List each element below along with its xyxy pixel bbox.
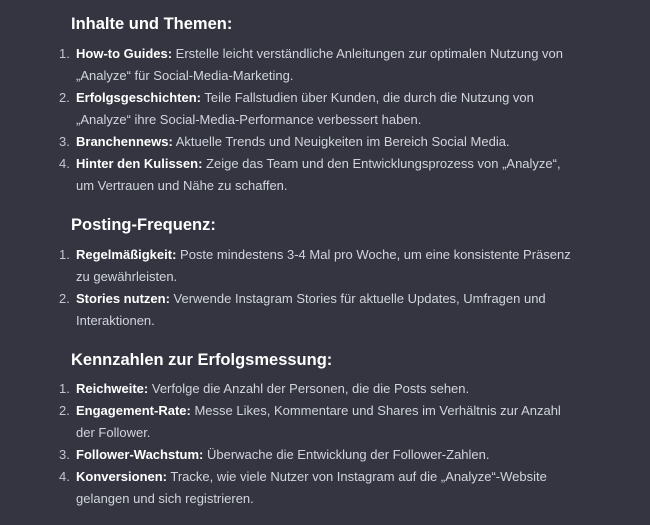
list-text: Verfolge die Anzahl der Personen, die die Posts sehen. [148, 381, 470, 396]
list-posting [0, 244, 576, 332]
list-kennzahlen [0, 378, 576, 510]
list-term: How-to Guides: [76, 46, 173, 61]
list-number: 3. [59, 134, 70, 149]
list-inhalte [0, 43, 576, 197]
list-text: Tracke, wie viele Nutzer von Instagram auf die „Analyze“-Website gelangen und sich registrieren. [76, 469, 547, 506]
section-title-kennzahlen: Kennzahlen zur Erfolgsmessung: [71, 351, 333, 369]
list-term: Engagement-Rate: [76, 403, 191, 418]
list-text: Verwende Instagram Stories für aktuelle Updates, Umfragen und Interaktionen. [76, 291, 546, 328]
list-item [0, 400, 576, 444]
list-item [0, 153, 576, 197]
list-term: Erfolgsgeschichten: [76, 90, 201, 105]
list-term: Hinter den Kulissen: [76, 156, 203, 171]
list-term: Konversionen: [76, 469, 168, 484]
list-item [0, 378, 576, 400]
list-number: 4. [59, 469, 70, 484]
list-text: Teile Fallstudien über Kunden, die durch die Nutzung von „Analyze“ ihre Social-Media-Performance verbessert haben. [76, 90, 534, 127]
section-title-posting: Posting-Frequenz: [71, 216, 216, 234]
list-number: 1. [59, 46, 70, 61]
list-term: Follower-Wachstum: [76, 447, 204, 462]
list-number: 1. [59, 247, 70, 262]
section-title-inhalte: Inhalte und Themen: [71, 15, 233, 33]
list-number: 3. [59, 447, 70, 462]
list-item [0, 131, 576, 153]
list-text: Zeige das Team und den Entwicklungsprozess von „Analyze“, um Vertrauen und Nähe zu schaffen. [76, 156, 561, 193]
list-term: Branchennews: [76, 134, 173, 149]
list-text: Erstelle leicht verständliche Anleitungen zur optimalen Nutzung von „Analyze“ für Social-Media-Marketing. [76, 46, 563, 83]
list-number: 2. [59, 403, 70, 418]
list-number: 4. [59, 156, 70, 171]
list-term: Stories nutzen: [76, 291, 170, 306]
list-item [0, 244, 576, 288]
list-term: Regelmäßigkeit: [76, 247, 177, 262]
list-item [0, 87, 576, 131]
list-item [0, 444, 576, 466]
list-number: 2. [59, 90, 70, 105]
list-text: Aktuelle Trends und Neuigkeiten im Bereich Social Media. [172, 134, 510, 149]
list-item [0, 43, 576, 87]
list-term: Reichweite: [76, 381, 149, 396]
list-item [0, 288, 576, 332]
list-number: 2. [59, 291, 70, 306]
list-number: 1. [59, 381, 70, 396]
list-text: Überwache die Entwicklung der Follower-Zahlen. [203, 447, 490, 462]
list-text: Messe Likes, Kommentare und Shares im Verhältnis zur Anzahl der Follower. [76, 403, 561, 440]
list-item [0, 466, 576, 510]
list-text: Poste mindestens 3-4 Mal pro Woche, um eine konsistente Präsenz zu gewährleisten. [76, 247, 571, 284]
